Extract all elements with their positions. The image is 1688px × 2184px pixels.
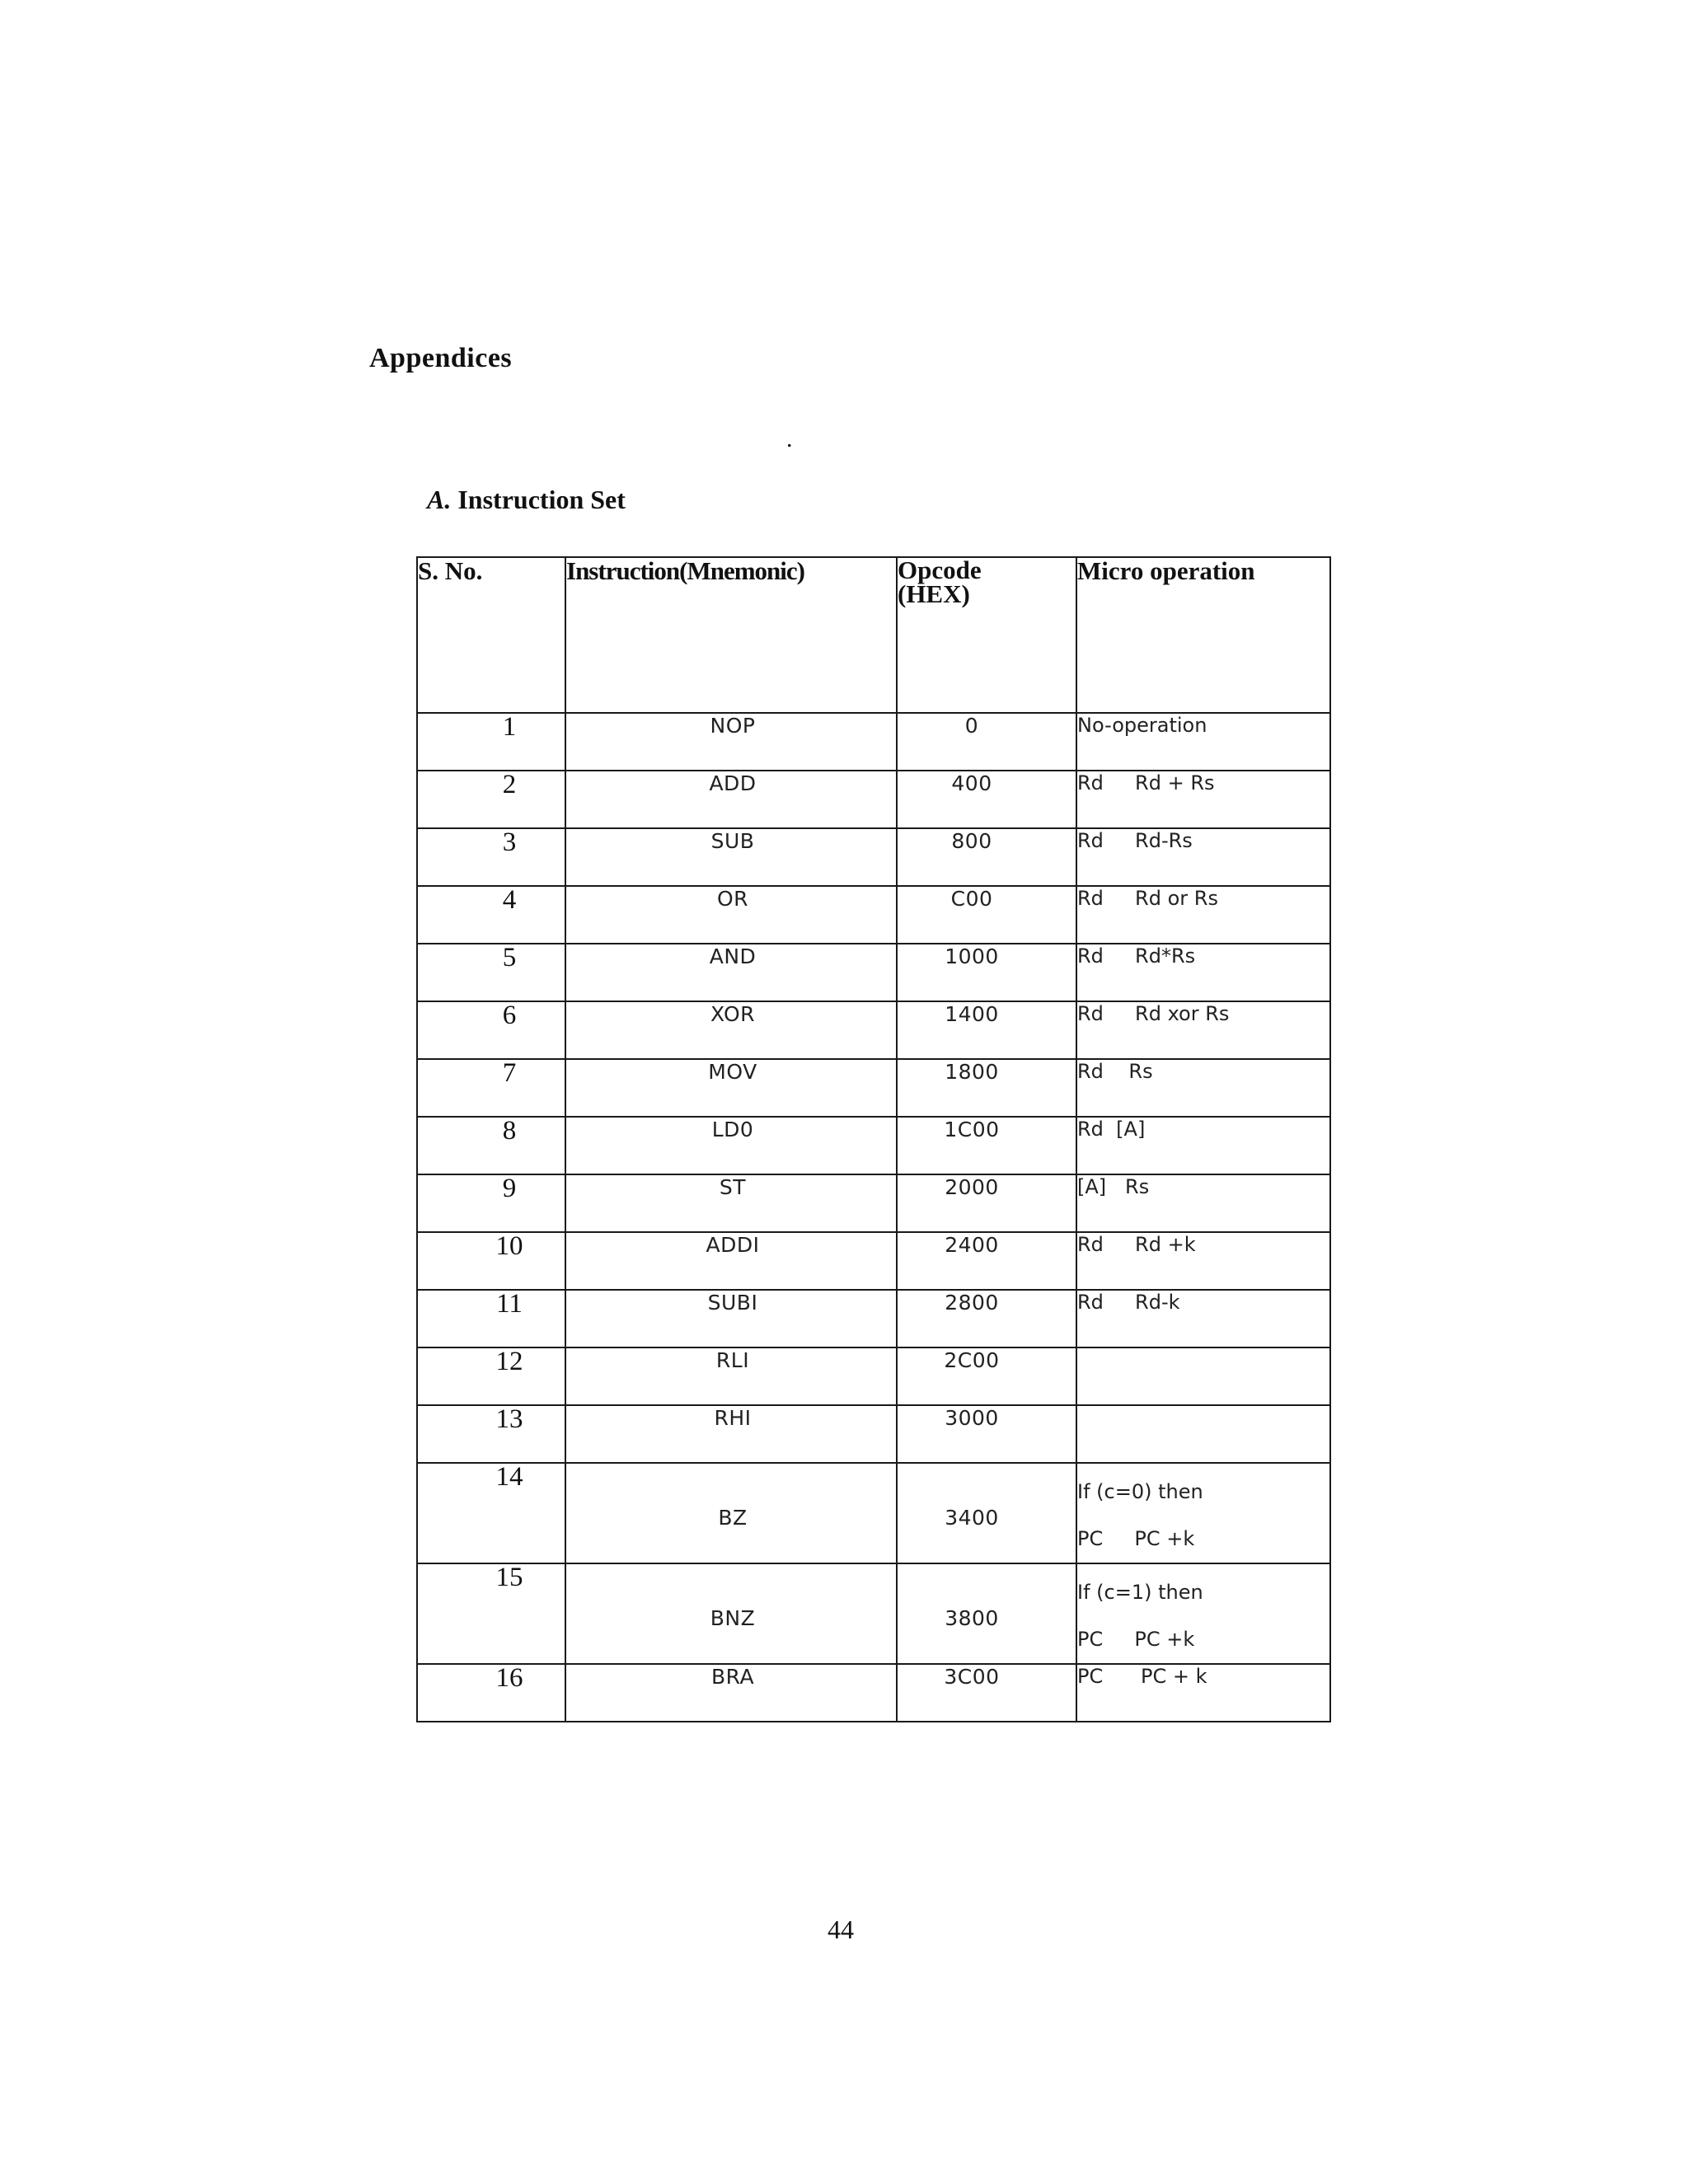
cell-sno	[417, 1405, 565, 1463]
cell-sno	[417, 1059, 565, 1117]
sno-text: 10	[495, 1231, 523, 1261]
cell-micro	[1076, 886, 1330, 944]
cell-sno	[417, 1463, 565, 1563]
cell-mnemonic	[565, 1232, 897, 1290]
sno-text: 8	[502, 1116, 517, 1146]
table-row	[417, 1059, 1330, 1117]
mnemonic-text: NOP	[710, 714, 756, 738]
cell-sno	[417, 1001, 565, 1059]
opcode-text: 3800	[945, 1605, 999, 1630]
cell-opcode	[897, 771, 1076, 828]
micro-op-text: Rd Rd xor Rs	[1077, 1002, 1230, 1025]
cell-micro	[1076, 1347, 1330, 1405]
section-title	[427, 485, 626, 515]
mnemonic-text: ADDI	[706, 1233, 760, 1257]
cell-opcode	[897, 1405, 1076, 1463]
cell-opcode	[897, 1563, 1076, 1664]
cell-mnemonic	[565, 828, 897, 886]
opcode-text: 2400	[945, 1233, 999, 1257]
opcode-text: 1C00	[944, 1118, 1000, 1141]
opcode-text: 800	[951, 829, 992, 853]
table-header-row	[417, 557, 1330, 713]
micro-op-text: Rd Rd*Rs	[1077, 944, 1196, 968]
cell-mnemonic	[565, 1174, 897, 1232]
cell-mnemonic	[565, 1117, 897, 1174]
micro-op-text: Rd Rd or Rs	[1077, 887, 1218, 910]
cell-opcode	[897, 1117, 1076, 1174]
mnemonic-text: BRA	[710, 1665, 755, 1689]
cell-sno	[417, 1117, 565, 1174]
micro-op-condition: If (c=1) then	[1077, 1581, 1203, 1604]
cell-opcode	[897, 1347, 1076, 1405]
mnemonic-text: OR	[716, 887, 749, 911]
cell-mnemonic	[565, 771, 897, 828]
appendices-heading: Appendices	[369, 343, 513, 373]
cell-micro	[1076, 944, 1330, 1001]
table-row	[417, 1563, 1330, 1664]
mnemonic-text: ST	[719, 1175, 747, 1199]
table-row	[417, 828, 1330, 886]
header-opcode	[897, 557, 1076, 713]
micro-op-text: Rd Rd + Rs	[1077, 771, 1215, 794]
mnemonic-text: BNZ	[710, 1605, 756, 1630]
cell-mnemonic	[565, 1059, 897, 1117]
cell-sno	[417, 886, 565, 944]
mnemonic-text: SUBI	[707, 1291, 758, 1315]
sno-text: 15	[495, 1563, 523, 1592]
cell-sno	[417, 713, 565, 771]
stray-dot: .	[786, 425, 793, 452]
micro-op-text: PC PC + k	[1077, 1665, 1207, 1688]
cell-micro	[1076, 1232, 1330, 1290]
micro-op-text: Rd [A]	[1077, 1118, 1146, 1141]
sno-text: 6	[502, 1001, 517, 1030]
opcode-text: C00	[950, 887, 993, 911]
micro-op-text: [A] Rs	[1077, 1175, 1150, 1198]
cell-opcode	[897, 1232, 1076, 1290]
page-number: 44	[828, 1915, 854, 1944]
cell-sno	[417, 771, 565, 828]
cell-micro	[1076, 828, 1330, 886]
cell-mnemonic	[565, 1001, 897, 1059]
cell-mnemonic	[565, 1290, 897, 1347]
cell-opcode	[897, 886, 1076, 944]
cell-opcode	[897, 1059, 1076, 1117]
opcode-text: 1000	[945, 944, 999, 968]
mnemonic-text: LD0	[711, 1118, 754, 1141]
opcode-text: 2C00	[944, 1348, 1000, 1372]
section-letter: A.	[427, 485, 452, 514]
cell-micro	[1076, 771, 1330, 828]
cell-sno	[417, 944, 565, 1001]
cell-sno	[417, 1664, 565, 1722]
micro-op-action: PC PC +k	[1077, 1527, 1195, 1550]
cell-micro	[1076, 1174, 1330, 1232]
cell-opcode	[897, 944, 1076, 1001]
table-row	[417, 1117, 1330, 1174]
sno-text: 1	[502, 712, 517, 742]
cell-micro	[1076, 713, 1330, 771]
header-instruction: Instruction(Mnemonic)	[565, 557, 897, 713]
cell-sno	[417, 828, 565, 886]
cell-mnemonic	[565, 1563, 897, 1664]
cell-sno	[417, 1232, 565, 1290]
table-row	[417, 1405, 1330, 1463]
cell-mnemonic	[565, 944, 897, 1001]
cell-mnemonic	[565, 1347, 897, 1405]
cell-micro	[1076, 1463, 1330, 1563]
opcode-text: 0	[964, 714, 979, 738]
cell-mnemonic	[565, 1463, 897, 1563]
cell-opcode	[897, 1664, 1076, 1722]
table-row	[417, 1232, 1330, 1290]
cell-opcode	[897, 1290, 1076, 1347]
cell-sno	[417, 1174, 565, 1232]
opcode-text: 3400	[945, 1505, 999, 1530]
table-row	[417, 886, 1330, 944]
micro-op-text: Rd Rs	[1077, 1060, 1153, 1083]
cell-opcode	[897, 1463, 1076, 1563]
sno-text: 2	[502, 770, 517, 799]
cell-mnemonic	[565, 1664, 897, 1722]
table-row	[417, 1290, 1330, 1347]
mnemonic-text: SUB	[710, 829, 755, 853]
opcode-text: 2000	[945, 1175, 999, 1199]
sno-text: 5	[502, 943, 517, 972]
table-row	[417, 1463, 1330, 1563]
mnemonic-text: XOR	[710, 1002, 756, 1026]
cell-sno	[417, 1563, 565, 1664]
sno-text: 4	[502, 885, 517, 915]
micro-op-condition: If (c=0) then	[1077, 1480, 1203, 1503]
table-row	[417, 1001, 1330, 1059]
sno-text: 12	[495, 1347, 523, 1376]
micro-op-text: Rd Rd-Rs	[1077, 829, 1193, 852]
cell-opcode	[897, 1174, 1076, 1232]
header-opcode-line2: (HEX)	[898, 579, 970, 609]
section-title-text: Instruction Set	[457, 485, 626, 514]
opcode-text: 400	[951, 771, 992, 795]
table-row	[417, 1664, 1330, 1722]
micro-op-text: No-operation	[1077, 714, 1207, 737]
sno-text: 7	[502, 1058, 517, 1088]
cell-micro	[1076, 1117, 1330, 1174]
cell-micro	[1076, 1001, 1330, 1059]
cell-sno	[417, 1290, 565, 1347]
cell-micro	[1076, 1290, 1330, 1347]
micro-op-text: Rd Rd-k	[1077, 1291, 1180, 1314]
sno-text: 9	[502, 1174, 517, 1203]
cell-micro	[1076, 1059, 1330, 1117]
opcode-text: 3000	[945, 1406, 999, 1430]
mnemonic-text: RHI	[714, 1406, 752, 1430]
cell-opcode	[897, 828, 1076, 886]
opcode-text: 1800	[945, 1060, 999, 1084]
cell-micro	[1076, 1664, 1330, 1722]
opcode-text: 3C00	[944, 1665, 1000, 1689]
cell-micro	[1076, 1405, 1330, 1463]
cell-sno	[417, 1347, 565, 1405]
cell-opcode	[897, 1001, 1076, 1059]
cell-opcode	[897, 713, 1076, 771]
table-row	[417, 1174, 1330, 1232]
sno-text: 11	[496, 1289, 523, 1319]
sno-text: 16	[495, 1663, 523, 1693]
instruction-set-table	[416, 556, 1331, 1722]
table-row	[417, 713, 1330, 771]
table-row	[417, 944, 1330, 1001]
mnemonic-text: MOV	[708, 1060, 757, 1084]
mnemonic-text: BZ	[718, 1505, 748, 1530]
mnemonic-text: RLI	[715, 1348, 750, 1372]
opcode-text: 2800	[945, 1291, 999, 1315]
header-opcode-line1: Opcode	[898, 555, 982, 584]
header-sno: S. No.	[417, 557, 565, 713]
cell-mnemonic	[565, 1405, 897, 1463]
header-micro: Micro operation	[1076, 557, 1330, 713]
cell-mnemonic	[565, 713, 897, 771]
table-row	[417, 1347, 1330, 1405]
sno-text: 13	[495, 1404, 523, 1434]
mnemonic-text: AND	[709, 944, 757, 968]
micro-op-action: PC PC +k	[1077, 1628, 1195, 1651]
sno-text: 14	[495, 1462, 523, 1492]
mnemonic-text: ADD	[709, 771, 757, 795]
opcode-text: 1400	[945, 1002, 999, 1026]
cell-mnemonic	[565, 886, 897, 944]
sno-text: 3	[502, 827, 517, 857]
table-row	[417, 771, 1330, 828]
micro-op-text: Rd Rd +k	[1077, 1233, 1196, 1256]
cell-micro	[1076, 1563, 1330, 1664]
